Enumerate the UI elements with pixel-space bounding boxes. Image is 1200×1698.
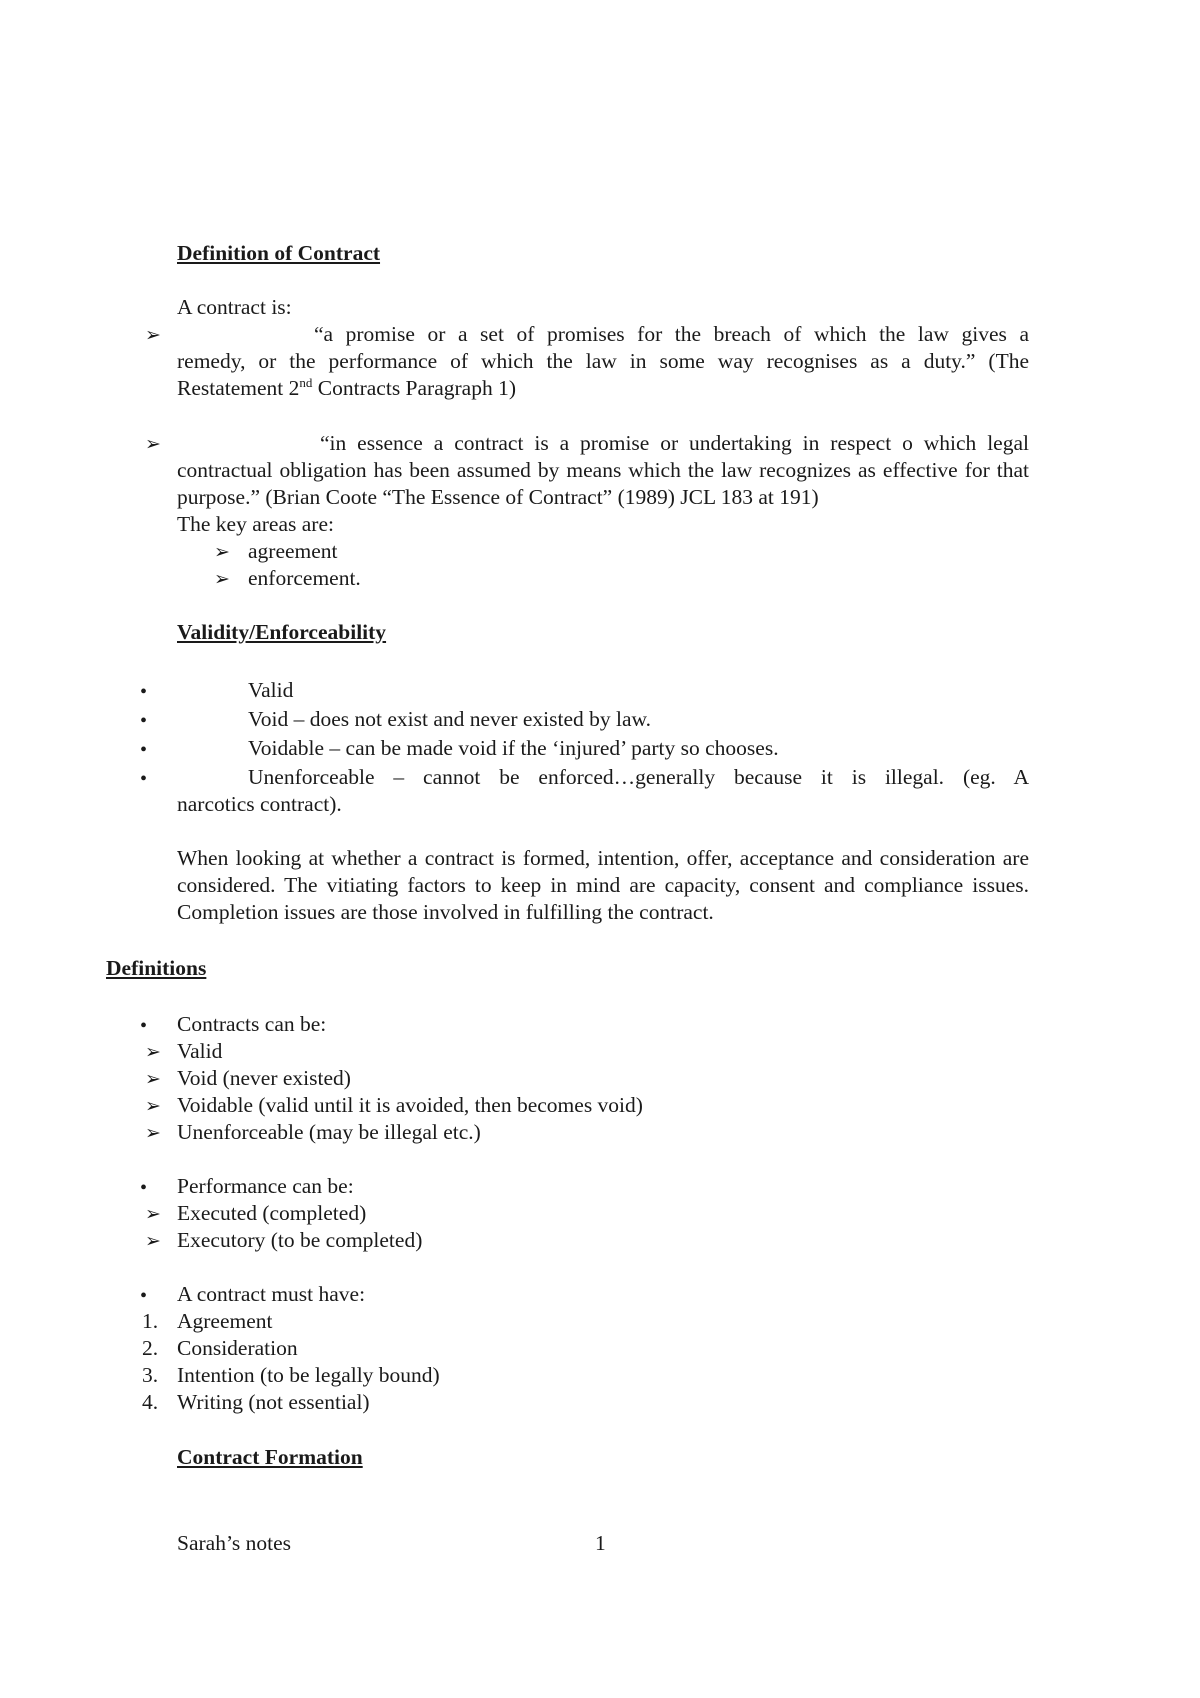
- list-number: 1.: [142, 1309, 159, 1333]
- contract-type-item: Valid: [177, 1039, 223, 1063]
- must-have-item: Agreement: [177, 1309, 273, 1333]
- validity-item: Valid: [248, 678, 294, 702]
- must-have-item: Writing (not essential): [177, 1390, 370, 1414]
- arrow-bullet-icon: ➢: [214, 542, 230, 563]
- list-number: 2.: [142, 1336, 159, 1360]
- dot-bullet-icon: •: [140, 681, 148, 703]
- formation-paragraph: When looking at whether a contract is formed, intention, offer, acceptance and consideration are considered. The vitiating factors to keep in mind are capacity, consent and compliance issues. Completion issues are those involved in fulfilling the contract.: [177, 846, 1029, 924]
- validity-item: Voidable – can be made void if the ‘injured’ party so chooses.: [248, 736, 779, 760]
- contracts-can-be-label: Contracts can be:: [177, 1012, 327, 1036]
- contract-type-item: Voidable (valid until it is avoided, then becomes void): [177, 1093, 643, 1117]
- heading-definitions: Definitions: [106, 956, 207, 980]
- arrow-bullet-icon: ➢: [214, 569, 230, 590]
- key-areas-label: The key areas are:: [177, 512, 334, 536]
- heading-definition-of-contract: Definition of Contract: [177, 241, 381, 265]
- performance-item: Executed (completed): [177, 1201, 367, 1225]
- performance-item: Executory (to be completed): [177, 1228, 423, 1252]
- validity-item-unenforceable: Unenforceable – cannot be enforced…generally because it is illegal. (eg. A: [248, 765, 1029, 789]
- list-number: 4.: [142, 1390, 159, 1414]
- must-have-item: Consideration: [177, 1336, 298, 1360]
- quote1-first-line: “a promise or a set of promises for the breach of which the law gives a: [314, 322, 1029, 346]
- contract-type-item: Unenforceable (may be illegal etc.): [177, 1120, 481, 1144]
- contract-intro: A contract is:: [177, 295, 292, 319]
- contract-type-item: Void (never existed): [177, 1066, 351, 1090]
- list-number: 3.: [142, 1363, 159, 1387]
- dot-bullet-icon: •: [140, 1015, 148, 1037]
- dot-bullet-icon: •: [140, 739, 148, 761]
- quote1-second-line: remedy, or the performance of which the law in some way recognises as a duty.” (The: [177, 349, 1029, 373]
- heading-contract-formation: Contract Formation: [177, 1445, 363, 1469]
- must-have-label: A contract must have:: [177, 1282, 366, 1306]
- validity-item: Void – does not exist and never existed by law.: [248, 707, 652, 731]
- must-have-item: Intention (to be legally bound): [177, 1363, 440, 1387]
- dot-bullet-icon: •: [140, 1177, 148, 1199]
- quote2-body: contractual obligation has been assumed by means which the law recognizes as effective for that purpose.” (Brian Coote “The Essence of Contract” (1989) JCL 183 at 191): [177, 458, 1029, 509]
- dot-bullet-icon: •: [140, 1285, 148, 1307]
- arrow-bullet-icon: ➢: [145, 1096, 161, 1117]
- validity-item-unenforceable-cont: narcotics contract).: [177, 792, 342, 816]
- footer-notes-label: Sarah’s notes: [177, 1531, 292, 1555]
- arrow-bullet-icon: ➢: [145, 1123, 161, 1144]
- arrow-bullet-icon: ➢: [145, 1069, 161, 1090]
- key-area-item: enforcement.: [248, 566, 361, 590]
- page-number: 1: [595, 1531, 606, 1555]
- key-area-item: agreement: [248, 539, 338, 563]
- arrow-bullet-icon: ➢: [145, 1042, 161, 1063]
- heading-validity-enforceability: Validity/Enforceability: [177, 620, 387, 644]
- quote2-first-line: “in essence a contract is a promise or undertaking in respect o which legal: [320, 431, 1029, 455]
- arrow-bullet-icon: ➢: [145, 325, 161, 346]
- performance-label: Performance can be:: [177, 1174, 354, 1198]
- quote1-citation: Restatement 2nd Contracts Paragraph 1): [177, 374, 516, 400]
- arrow-bullet-icon: ➢: [145, 434, 161, 455]
- arrow-bullet-icon: ➢: [145, 1204, 161, 1225]
- arrow-bullet-icon: ➢: [145, 1231, 161, 1252]
- dot-bullet-icon: •: [140, 768, 148, 790]
- dot-bullet-icon: •: [140, 710, 148, 732]
